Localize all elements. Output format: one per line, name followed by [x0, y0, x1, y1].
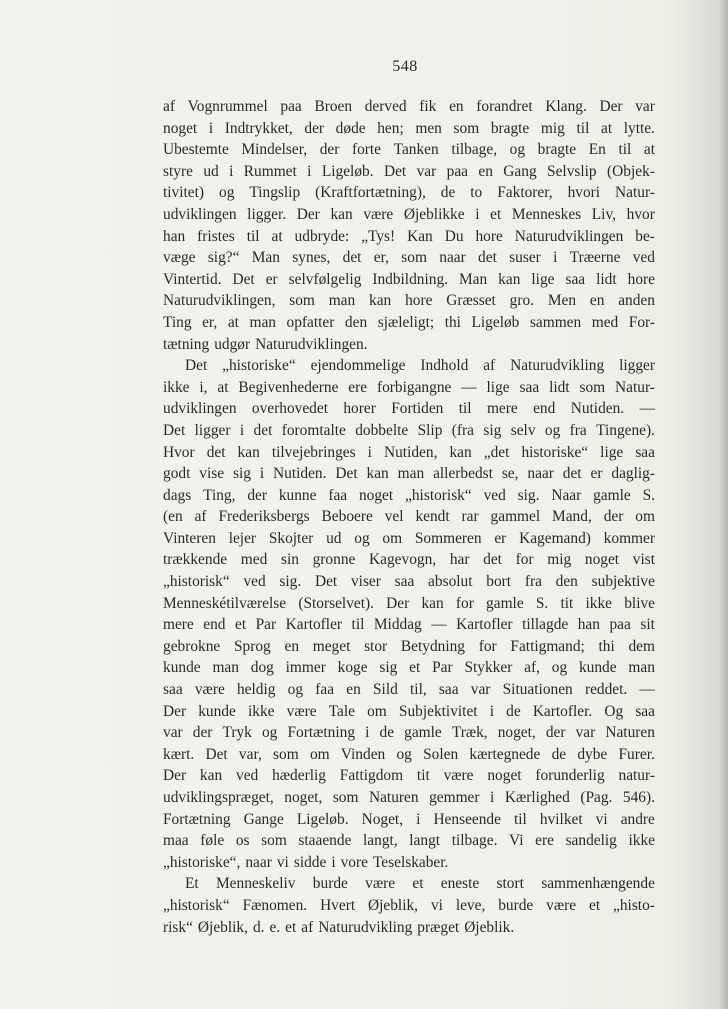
text-line: kært. Det var, som om Vinden og Solen kærtegnede de dybe Furer.	[163, 745, 655, 763]
text-line: risk“ Øjeblik, d. e. et af Naturudvikling præget Øjeblik.	[163, 918, 515, 936]
text-line: Hvor det kan tilvejebringes i Nutiden, kan „det historiske“ lige saa	[163, 443, 655, 461]
text-line: Vinteren lejer Skojter ud og om Sommeren er Kagemand) kommer	[163, 529, 655, 547]
text-line: Der kan ved hæderlig Fattigdom tit være noget forunderlig natur-	[163, 767, 655, 785]
text-line: saa være heldig og faa en Sild til, saa var Situationen reddet. —	[163, 681, 655, 699]
page-edge-shadow	[718, 0, 728, 1009]
text-line: gebrokne Sprog en meget stor Betydning for Fattigmand; thi dem	[163, 637, 655, 655]
page-number: 548	[392, 58, 418, 75]
text-line: noget i Indtrykket, der døde hen; men som bragte mig til at lytte.	[163, 119, 655, 137]
text-line: Naturudviklingen, som man kan hore Græsset gro. Men en anden	[163, 292, 655, 310]
text-line: udviklingen ligger. Der kan være Øjeblikke i et Menneskes Liv, hvor	[163, 205, 655, 223]
text-line: dags Ting, der kunne faa noget „historisk“ ved sig. Naar gamle S.	[163, 486, 655, 504]
text-line: Et Menneskeliv burde være et eneste stort sammenhængende	[185, 875, 655, 893]
text-line: tætning udgør Naturudviklingen.	[163, 335, 368, 353]
text-line: Det ligger i det foromtalte dobbelte Slip (fra sig selv og fra Tingene).	[163, 421, 655, 439]
text-line: væge sig?“ Man synes, det er, som naar det suser i Træerne ved	[163, 249, 655, 267]
text-line: han fristes til at udbryde: „Tys! Kan Du hore Naturudviklingen be-	[163, 227, 655, 245]
paragraph	[163, 873, 655, 938]
text-line: godt vise sig i Nutiden. Det kan man allerbedst se, naar det er daglig-	[163, 465, 655, 483]
text-line: „historisk“ Fænomen. Hvert Øjeblik, vi leve, burde være et „histo-	[163, 896, 655, 914]
text-line: kunde man dog immer koge sig et Par Stykker af, og kunde man	[163, 659, 655, 677]
text-line: (en af Frederiksbergs Beboere vel kendt rar gammel Mand, der om	[163, 508, 655, 526]
text-line: udviklingen overhovedet horer Fortiden til mere end Nutiden. —	[163, 400, 655, 418]
text-line: Vintertid. Det er selvfølgelig Indbildning. Man kan lige saa lidt hore	[163, 270, 655, 288]
text-line: styre ud i Rummet i Ligeløb. Det var paa en Gang Selvslip (Objek-	[163, 162, 655, 180]
text-line: „historiske“, naar vi sidde i vore Teselskaber.	[163, 853, 449, 871]
text-line: mere end et Par Kartofler til Middag — Kartofler tillagde han paa sit	[163, 616, 655, 634]
text-line: Der kunde ikke være Tale om Subjektivitet i de Kartofler. Og saa	[163, 702, 655, 720]
text-line: Menneskétilværelse (Storselvet). Der kan for gamle S. tit ikke blive	[163, 594, 655, 612]
text-line: Ting er, at man opfatter den sjæleligt; thi Ligeløb sammen med For-	[163, 313, 655, 331]
text-line: Ubestemte Mindelser, der forte Tanken tilbage, og bragte En til at	[163, 141, 655, 159]
text-line: tivitet) og Tingslip (Kraftfortætning), de to Faktorer, hvori Natur-	[163, 184, 655, 202]
text-line: „historisk“ ved sig. Det viser saa absolut bort fra den subjektive	[163, 573, 655, 591]
text-line: Fortætning Gange Ligeløb. Noget, i Henseende til hvilket vi andre	[163, 810, 655, 828]
text-line: ikke i, at Begivenhederne ere forbigangne — lige saa lidt som Natur-	[163, 378, 655, 396]
text-line: af Vognrummel paa Broen derved fik en forandret Klang. Der var	[163, 98, 655, 115]
text-line: Det „historiske“ ejendommelige Indhold af Naturudvikling ligger	[185, 357, 655, 375]
text-line: trækkende med sin gronne Kagevogn, har det for mig noget vist	[163, 551, 655, 569]
text-line: maa føle os som staaende langt, langt tilbage. Vi ere sandelig ikke	[163, 832, 655, 850]
text-line: udviklingspræget, noget, som Naturen gemmer i Kærlighed (Pag. 546).	[163, 789, 655, 806]
paragraph	[163, 355, 655, 873]
body-text	[163, 96, 655, 938]
paragraph	[163, 96, 655, 355]
text-line: var der Tryk og Fortætning i de gamle Træk, noget, der var Naturen	[163, 724, 655, 742]
